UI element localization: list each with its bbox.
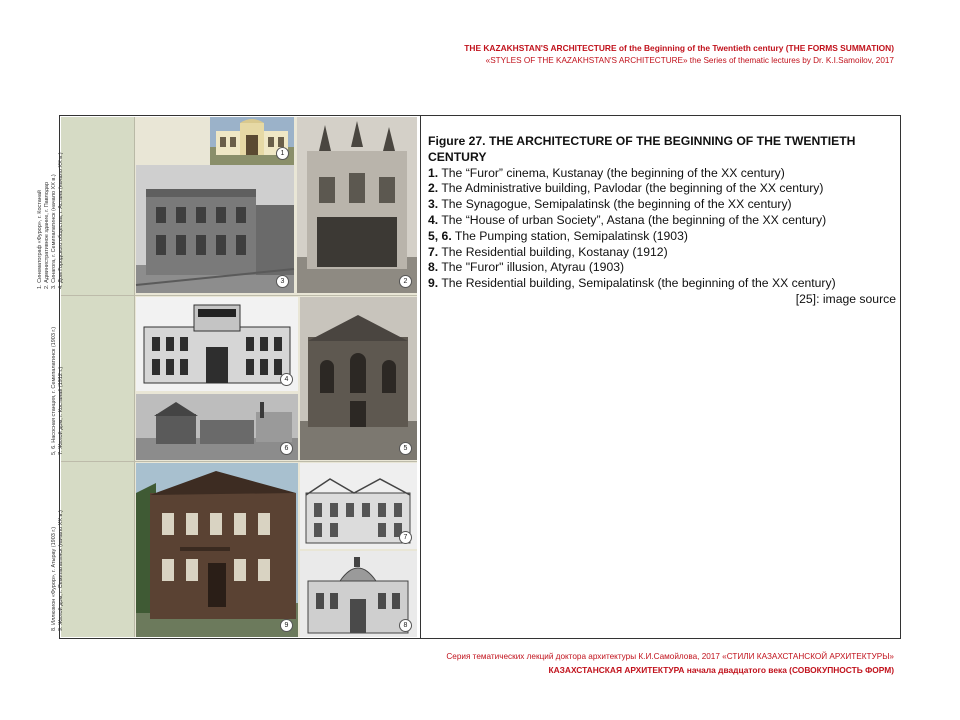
figure-item xyxy=(428,260,898,276)
header-subtitle: «STYLES OF THE KAZAKHSTAN'S ARCHITECTURE» the Series of thematic lectures by Dr. K.I.Samoilov, 2017 xyxy=(485,56,894,65)
item-number: 7. xyxy=(428,244,439,259)
photo-2 xyxy=(297,117,417,293)
header-title: THE KAZAKHSTAN'S ARCHITECTURE of the Beginning of the Twentieth century (THE FORMS SUMMATION) xyxy=(464,43,894,53)
item-text: The "Furor" illusion, Atyrau (1903) xyxy=(438,260,625,275)
photo-8 xyxy=(300,551,417,637)
photo-collage xyxy=(37,117,417,637)
item-number: 4. xyxy=(428,212,439,227)
item-text: The Administrative building, Pavlodar (the beginning of the XX century) xyxy=(438,181,824,196)
caption-strip-middle xyxy=(51,296,135,461)
photo-2-image xyxy=(297,117,417,293)
figure-item xyxy=(428,197,898,213)
photo-6 xyxy=(136,394,298,460)
photo-5 xyxy=(300,297,417,460)
item-text: The “House of urban Society”, Astana (the beginning of the XX century) xyxy=(438,212,827,227)
caption-bottom: 8. Иллюзион «Фурор», г. Атырау (1903 г.) 9. Жилой дом, г. Семипалатинск (начало XX в.) xyxy=(51,510,64,631)
photo-1 xyxy=(210,117,294,165)
item-text: The Pumping station, Semipalatinsk (1903) xyxy=(451,228,688,243)
item-text: The “Furor” cinema, Kustanay (the beginning of the XX century) xyxy=(438,165,785,180)
item-text: The Synagogue, Semipalatinsk (the beginning of the XX century) xyxy=(438,197,792,212)
item-text: The Residential building, Kostanay (1912) xyxy=(438,244,668,259)
row-divider xyxy=(61,295,417,296)
photo-number: 4 xyxy=(280,373,293,386)
caption-strip-top xyxy=(37,117,135,295)
figure-item xyxy=(428,276,898,292)
figure-description xyxy=(428,134,898,308)
figure-item xyxy=(428,245,898,261)
photo-number: 2 xyxy=(399,275,412,288)
footer-line-2: КАЗАХСТАНСКАЯ АРХИТЕКТУРА начала двадцатого века (СОВОКУПНОСТЬ ФОРМ) xyxy=(548,665,894,675)
item-number: 1. xyxy=(428,165,439,180)
row-divider xyxy=(61,461,417,462)
footer-line-1: Серия тематических лекций доктора архитектуры К.И.Самойлова, 2017 «СТИЛИ КАЗАХСТАНСКОЙ АРХИТЕКТУРЫ» xyxy=(446,652,894,661)
photo-6-image xyxy=(136,394,298,460)
photo-3 xyxy=(136,165,294,293)
photo-9-image xyxy=(136,463,298,637)
figure-title: Figure 27. THE ARCHITECTURE OF THE BEGINNING OF THE TWENTIETH CENTURY xyxy=(428,134,856,164)
caption-middle: 5, 6. Насосная станция, г. Семипалатинск (1903 г.) 7. Жилой дом, г. Костанай (1912 г.) xyxy=(51,326,64,455)
photo-number: 6 xyxy=(280,442,293,455)
caption-top: 1. Синематограф «Фурор», г. Костанай 2. Административное здание, г. Павлодар 3. Синагога, г. Семипалатинск (начало XX в.) 4. Дом Городского общества, г. Астана (начало XX в.) xyxy=(37,152,64,289)
photo-number: 5 xyxy=(399,442,412,455)
photo-number: 9 xyxy=(280,619,293,632)
item-number: 8. xyxy=(428,260,439,275)
photo-3-image xyxy=(136,165,294,293)
item-number: 3. xyxy=(428,197,439,212)
frame-divider xyxy=(420,115,421,639)
photo-number: 1 xyxy=(276,147,289,160)
image-source: [25]: image source xyxy=(795,291,896,306)
item-number: 9. xyxy=(428,276,439,291)
figure-item xyxy=(428,166,898,182)
photo-4-image xyxy=(136,297,298,391)
caption-strip-bottom xyxy=(51,462,135,637)
item-text: The Residential building, Semipalatinsk (the beginning of the XX century) xyxy=(438,276,836,291)
photo-7 xyxy=(300,463,417,549)
item-number: 2. xyxy=(428,181,439,196)
item-number: 5, 6. xyxy=(428,228,452,243)
photo-number: 8 xyxy=(399,619,412,632)
photo-5-image xyxy=(300,297,417,460)
figure-item xyxy=(428,213,898,229)
figure-item xyxy=(428,229,898,245)
photo-9 xyxy=(136,463,298,637)
figure-item xyxy=(428,181,898,197)
photo-4 xyxy=(136,297,298,391)
photo-number: 7 xyxy=(399,531,412,544)
photo-number: 3 xyxy=(276,275,289,288)
